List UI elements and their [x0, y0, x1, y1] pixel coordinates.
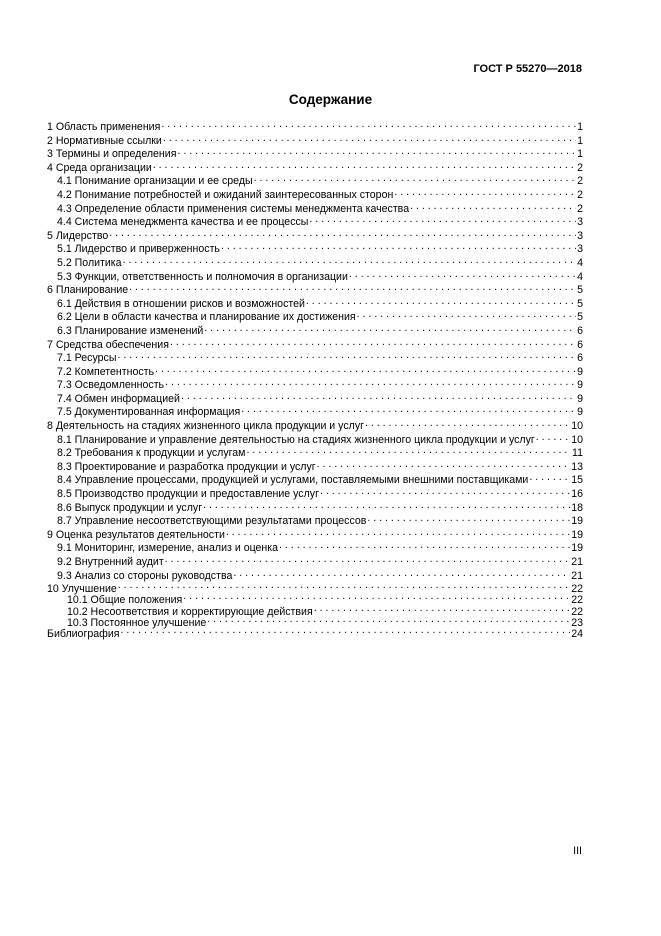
toc-entry[interactable] — [47, 349, 583, 363]
toc-entry[interactable] — [47, 376, 583, 390]
toc-entry-label: 1 Область применения — [47, 121, 161, 133]
toc-dot-leader — [181, 390, 576, 402]
toc-entry-label: 6.1 Действия в отношении рисков и возможностей — [57, 297, 305, 310]
toc-entry-label: Библиография — [47, 627, 120, 640]
toc-dot-leader — [163, 132, 576, 144]
toc-entry-page: 16 — [571, 488, 583, 501]
toc-entry-label: 10.1 Общие положения — [67, 594, 183, 607]
toc-entry-page: 5 — [577, 297, 583, 310]
toc-entry[interactable] — [47, 240, 583, 254]
toc-entry[interactable] — [47, 200, 583, 214]
toc-entry[interactable] — [47, 403, 583, 417]
toc-entry-page: 4 — [577, 270, 583, 283]
toc-entry[interactable] — [47, 485, 583, 499]
toc-entry-label: 10.2 Несоответствия и корректирующие действия — [67, 605, 313, 618]
toc-entry[interactable] — [47, 539, 583, 553]
toc-dot-leader — [170, 336, 576, 348]
toc-entry-page: 22 — [571, 583, 583, 596]
toc-entry-page: 21 — [571, 556, 583, 568]
toc-dot-leader — [118, 580, 570, 592]
toc-entry-page: 22 — [571, 594, 583, 607]
toc-dot-leader — [367, 512, 570, 524]
toc-entry-label: 9.3 Анализ со стороны руководства — [57, 569, 233, 582]
toc-dot-leader — [394, 186, 576, 198]
toc-entry-label: 7.2 Компетентность — [57, 365, 155, 378]
toc-entry[interactable] — [47, 281, 583, 295]
toc-entry-label: 8.5 Производство продукции и предоставление услуг — [57, 488, 319, 501]
toc-entry-page: 3 — [577, 229, 583, 242]
toc-entry[interactable] — [47, 227, 583, 241]
toc-entry-label: 3 Термины и определения — [47, 148, 177, 161]
toc-dot-leader — [529, 471, 570, 483]
toc-entry-page: 18 — [571, 501, 583, 514]
table-of-contents — [47, 118, 583, 640]
standard-code: ГОСТ Р 55270—2018 — [473, 63, 582, 75]
toc-entry-page: 22 — [571, 605, 583, 618]
toc-entry[interactable] — [47, 363, 583, 377]
toc-entry-page: 9 — [577, 406, 583, 419]
toc-entry[interactable] — [47, 499, 583, 513]
toc-dot-leader — [183, 591, 570, 603]
toc-entry[interactable] — [47, 580, 583, 596]
toc-dot-leader — [254, 172, 576, 184]
toc-entry-label: 8.1 Планирование и управление деятельностью на стадиях жизненного цикла продукции и услуг — [57, 433, 535, 446]
page-number: III — [573, 845, 582, 857]
toc-entry-page: 4 — [577, 256, 583, 269]
toc-entry-label: 4.4 Система менеджмента качества и ее процессы — [57, 216, 309, 229]
toc-entry-page: 6 — [577, 324, 583, 337]
toc-entry-label: 4.3 Определение области применения системы менеджмента качества — [57, 202, 410, 215]
toc-entry-label: 5.3 Функции, ответственность и полномочия в организации — [57, 270, 348, 283]
toc-entry-page: 6 — [577, 338, 583, 351]
toc-dot-leader — [320, 485, 570, 497]
toc-dot-leader — [233, 567, 570, 579]
toc-entry-page: 10 — [571, 420, 583, 433]
toc-dot-leader — [123, 254, 577, 266]
toc-entry-label: 8.6 Выпуск продукции и услуг — [57, 501, 203, 514]
toc-dot-leader — [204, 322, 576, 334]
toc-dot-leader — [221, 240, 576, 252]
toc-entry-page: 2 — [577, 175, 583, 188]
toc-entry-label: 7.5 Документированная информация — [57, 406, 241, 419]
toc-entry[interactable] — [47, 322, 583, 336]
toc-dot-leader — [317, 458, 571, 470]
toc-dot-leader — [306, 295, 576, 307]
toc-entry-page: 3 — [577, 243, 583, 256]
toc-entry-label: 9.2 Внутренний аудит — [57, 556, 164, 568]
toc-entry-page: 2 — [577, 188, 583, 201]
toc-entry-page: 11 — [572, 447, 583, 460]
toc-entry-page: 24 — [571, 627, 583, 640]
toc-entry-page: 10 — [571, 433, 583, 446]
toc-entry[interactable] — [47, 213, 583, 227]
toc-entry-label: 10 Улучшение — [47, 583, 117, 596]
toc-entry-page: 19 — [571, 528, 583, 541]
toc-entry-page: 5 — [577, 284, 583, 297]
toc-entry-page: 1 — [577, 121, 583, 133]
toc-entry-page: 6 — [577, 352, 583, 365]
toc-entry-label: 2 Нормативные ссылки — [47, 134, 162, 147]
toc-entry[interactable] — [47, 431, 583, 445]
toc-entry-page: 23 — [571, 616, 583, 629]
toc-entry[interactable] — [47, 471, 583, 485]
toc-entry-label: 10.3 Постоянное улучшение — [67, 616, 207, 629]
toc-dot-leader — [129, 281, 576, 293]
toc-entry-label: 4 Среда организации — [47, 161, 152, 174]
toc-dot-leader — [165, 376, 576, 388]
toc-entry[interactable] — [47, 118, 583, 132]
toc-dot-leader — [365, 417, 570, 429]
toc-dot-leader — [161, 118, 576, 130]
toc-dot-leader — [165, 553, 571, 565]
toc-dot-leader — [117, 349, 576, 361]
toc-entry-page: 19 — [571, 515, 583, 528]
toc-entry[interactable] — [47, 458, 583, 472]
toc-entry-label: 5.1 Лидерство и приверженность — [57, 243, 220, 256]
toc-entry-label: 5.2 Политика — [57, 256, 122, 269]
toc-dot-leader — [279, 539, 570, 551]
page-title: Содержание — [288, 92, 373, 107]
toc-entry-page: 13 — [571, 460, 583, 473]
toc-entry[interactable] — [47, 172, 583, 186]
toc-entry-page: 2 — [577, 202, 583, 215]
toc-entry-page: 21 — [571, 569, 583, 582]
toc-entry-page: 9 — [577, 379, 583, 392]
toc-dot-leader — [153, 159, 576, 171]
toc-entry[interactable] — [47, 132, 583, 146]
toc-entry[interactable] — [47, 567, 583, 581]
toc-dot-leader — [109, 227, 576, 239]
toc-dot-leader — [177, 145, 576, 157]
toc-entry-page: 2 — [577, 161, 583, 174]
toc-dot-leader — [203, 499, 570, 511]
toc-entry-page: 5 — [577, 311, 583, 324]
toc-entry[interactable] — [47, 336, 583, 350]
toc-entry[interactable] — [47, 390, 583, 404]
toc-entry-label: 6 Планирование — [47, 284, 129, 297]
toc-entry-label: 9 Оценка результатов деятельности — [47, 528, 225, 541]
toc-dot-leader — [155, 363, 576, 375]
toc-dot-leader — [349, 268, 576, 280]
toc-entry[interactable] — [47, 186, 583, 200]
toc-entry[interactable] — [47, 512, 583, 526]
toc-entry-label: 8.3 Проектирование и разработка продукции и услуг — [57, 460, 316, 473]
toc-entry-page: 15 — [571, 474, 583, 487]
toc-entry-page: 19 — [571, 542, 583, 555]
toc-entry[interactable] — [47, 308, 583, 322]
toc-entry-page: 3 — [577, 216, 583, 229]
toc-entry-label: 8.4 Управление процессами, продукцией и услугами, поставляемыми внешними поставщиками — [57, 474, 529, 487]
toc-entry-label: 7.3 Осведомленность — [57, 379, 165, 392]
toc-dot-leader — [314, 603, 571, 615]
toc-dot-leader — [410, 200, 576, 212]
toc-entry-label: 6.2 Цели в области качества и планирование их достижения — [57, 311, 356, 324]
toc-dot-leader — [241, 403, 576, 415]
toc-entry-label: 8.7 Управление несоответствующими результатами процессов — [57, 515, 367, 528]
toc-dot-leader — [120, 625, 570, 637]
toc-dot-leader — [536, 431, 570, 443]
toc-entry-label: 8.2 Требования к продукции и услугам — [57, 447, 246, 460]
toc-entry-label: 7 Средства обеспечения — [47, 338, 169, 351]
toc-dot-leader — [207, 614, 570, 626]
toc-entry[interactable] — [47, 625, 583, 640]
toc-entry[interactable] — [47, 444, 583, 458]
toc-entry-page: 1 — [577, 148, 583, 161]
toc-entry-label: 4.1 Понимание организации и ее среды — [57, 175, 253, 188]
toc-entry[interactable] — [47, 268, 583, 282]
toc-entry-page: 9 — [577, 392, 583, 405]
toc-entry[interactable] — [47, 159, 583, 173]
toc-dot-leader — [246, 444, 571, 456]
toc-entry[interactable] — [47, 553, 583, 567]
toc-dot-leader — [309, 213, 576, 225]
toc-entry[interactable] — [47, 145, 583, 159]
toc-entry-page: 1 — [577, 134, 583, 147]
toc-entry[interactable] — [47, 417, 583, 431]
toc-entry[interactable] — [47, 254, 583, 268]
toc-entry-label: 5 Лидерство — [47, 229, 109, 242]
toc-entry-page: 9 — [577, 365, 583, 378]
toc-entry[interactable] — [47, 591, 583, 607]
toc-entry-label: 4.2 Понимание потребностей и ожиданий заинтересованных сторон — [57, 188, 394, 201]
toc-entry-label: 9.1 Мониторинг, измерение, анализ и оценка — [57, 542, 279, 555]
toc-entry-label: 8 Деятельность на стадиях жизненного цикла продукции и услуг — [47, 420, 364, 433]
toc-entry[interactable] — [47, 295, 583, 309]
toc-entry-label: 6.3 Планирование изменений — [57, 324, 204, 337]
toc-entry[interactable] — [47, 526, 583, 540]
toc-dot-leader — [357, 308, 576, 320]
toc-entry-label: 7.4 Обмен информацией — [57, 392, 180, 405]
toc-entry-label: 7.1 Ресурсы — [57, 352, 117, 365]
toc-dot-leader — [226, 526, 570, 538]
